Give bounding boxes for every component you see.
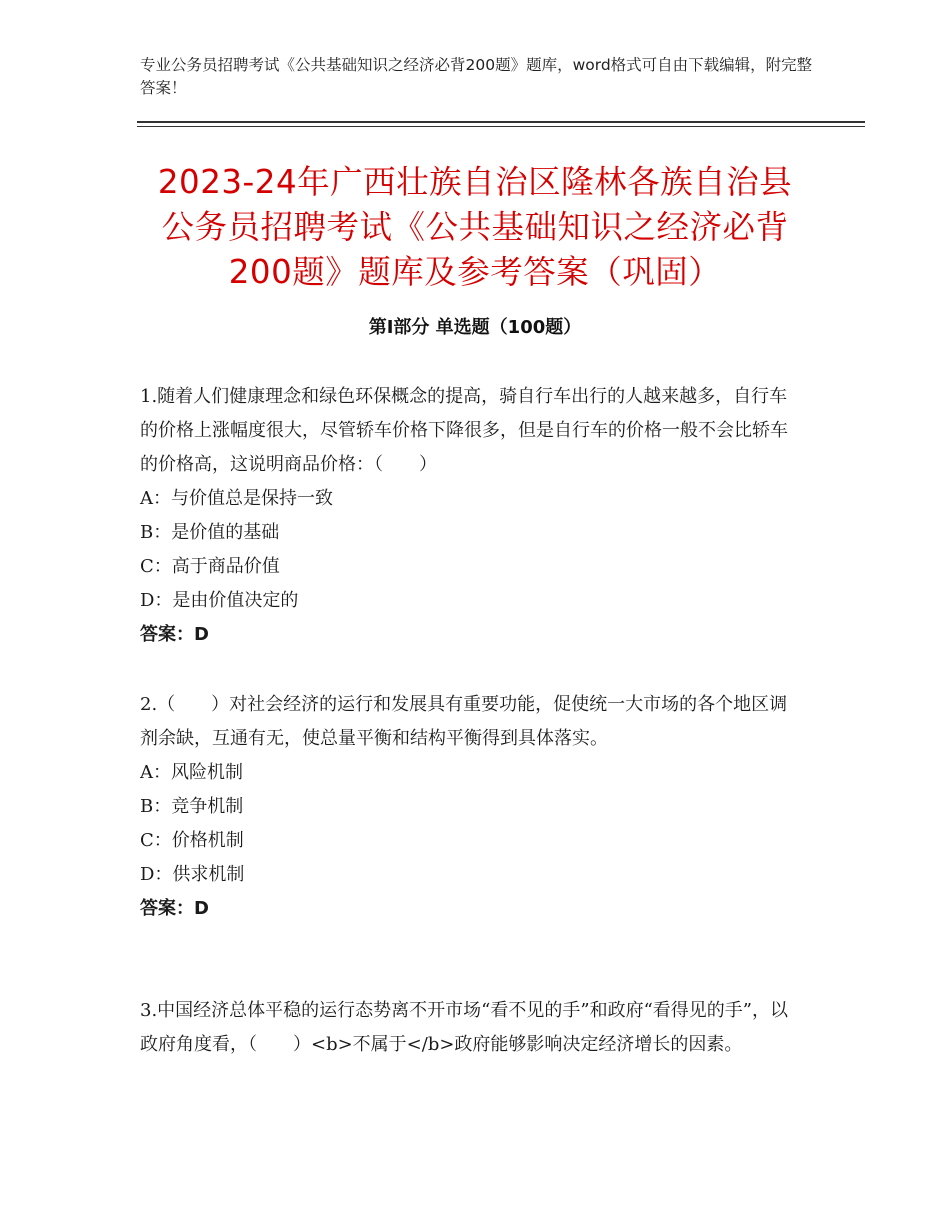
header-rule-thick <box>137 121 865 123</box>
header-rule-thin <box>137 126 865 127</box>
question-stem: 3.中国经济总体平稳的运行态势离不开市场“看不见的手”和政府“看得见的手”，以政府角度看，（ ）<b>不属于</b>政府能够影响决定经济增长的因素。 <box>140 1000 788 1055</box>
question-1 <box>140 380 800 652</box>
header-note: 专业公务员招聘考试《公共基础知识之经济必背200题》题库，word格式可自由下载编辑，附完整答案！ <box>140 56 813 97</box>
option-c: C：价格机制 <box>140 830 244 851</box>
option-d: D：是由价值决定的 <box>140 590 299 611</box>
option-a: A：与价值总是保持一致 <box>140 488 333 509</box>
option-b: B：是价值的基础 <box>140 522 280 543</box>
option-a: A：风险机制 <box>140 762 243 783</box>
question-stem: 1.随着人们健康理念和绿色环保概念的提高，骑自行车出行的人越来越多，自行车的价格上涨幅度很大，尽管轿车价格下降很多，但是自行车的价格一般不会比轿车的价格高，这说明商品价格：（ ） <box>140 386 788 475</box>
option-d: D：供求机制 <box>140 864 245 885</box>
title-line-1: 2023-24年广西壮族自治区隆林各族自治县 <box>157 163 793 201</box>
title-line-3: 200题》题库及参考答案（巩固） <box>228 253 722 291</box>
answer: 答案：D <box>140 624 209 645</box>
option-b: B：竞争机制 <box>140 796 244 817</box>
question-3 <box>140 994 800 1062</box>
question-2 <box>140 688 800 926</box>
document-title <box>110 160 840 295</box>
title-line-2: 公务员招聘考试《公共基础知识之经济必背 <box>161 208 789 246</box>
question-stem: 2.（ ）对社会经济的运行和发展具有重要功能，促使统一大市场的各个地区调剂余缺，互通有无，使总量平衡和结构平衡得到具体落实。 <box>140 694 788 749</box>
option-c: C：高于商品价值 <box>140 556 280 577</box>
section-title: 第Ⅰ部分 单选题（100题） <box>368 317 582 338</box>
answer: 答案：D <box>140 898 209 919</box>
